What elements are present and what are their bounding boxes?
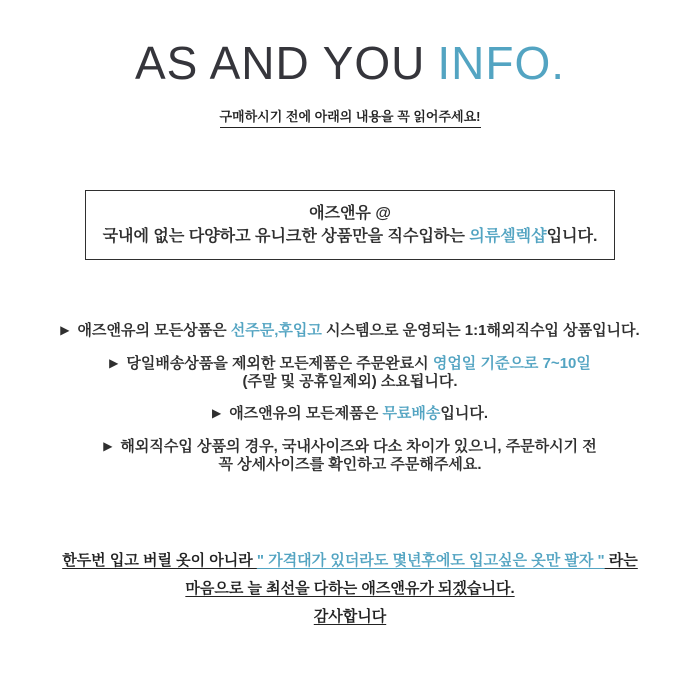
shop-description-pre: 국내에 없는 다양하고 유니크한 상품만을 직수입하는 [102,228,470,245]
notice-highlight: 선주문,후입고 [230,322,322,339]
header [0,28,700,128]
notice-text: 입니다. [440,405,489,422]
shop-name-line: 애즈앤유 @ [309,205,391,222]
shop-description-highlight: 의류셀렉샵 [469,228,547,245]
notice-text: 애즈앤유의 모든상품은 [77,322,231,339]
notice-text: 꼭 상세사이즈를 확인하고 주문해주세요. [218,456,482,473]
shop-description-line [86,225,614,248]
title-accent: INFO. [437,37,566,89]
notice-line [0,438,700,456]
triangle-bullet-icon: ▶ [109,356,119,370]
notice-highlight: 영업일 기준으로 7~10일 [432,355,591,372]
notice-line [0,373,700,390]
read-before-purchase-notice: 구매하시기 전에 아래의 내용을 꼭 읽어주세요! [220,106,481,128]
notice-item-preorder [0,322,700,340]
triangle-bullet-icon: ▶ [103,439,113,453]
shop-description-post: 입니다. [546,228,598,245]
closing-line-2 [0,575,700,603]
notice-text: 당일배송상품을 제외한 모든제품은 주문완료시 [126,355,433,372]
notice-highlight: 무료배송 [382,405,441,422]
shop-intro-box [85,190,615,260]
notice-item-size-difference [0,438,700,473]
notice-item-shipping-time [0,355,700,390]
notice-text: (주말 및 공휴일제외) 소요됩니다. [242,373,458,390]
closing-line-3 [0,603,700,631]
closing-text: 마음으로 늘 최선을 다하는 애즈앤유가 되겠습니다. [185,580,515,597]
closing-message [0,547,700,631]
notice-line [0,355,700,373]
thank-you-text: 감사합니다 [313,608,387,625]
notice-text: 애즈앤유의 모든제품은 [229,405,383,422]
closing-line-1 [0,547,700,575]
triangle-bullet-icon: ▶ [60,323,70,337]
notice-text: 시스템으로 운영되는 1:1해외직수입 상품입니다. [321,322,640,339]
notice-list [0,322,700,473]
notice-line [0,456,700,473]
closing-quote-highlight: " 가격대가 있더라도 몇년후에도 입고싶은 옷만 팔자 " [256,552,605,569]
notice-item-free-shipping [0,405,700,423]
notice-line [0,322,700,340]
title-main: AS AND YOU [134,37,426,89]
notice-line [0,405,700,423]
closing-text: 한두번 입고 버릴 옷이 아니라 [62,552,257,569]
closing-text: 라는 [604,552,638,569]
triangle-bullet-icon: ▶ [211,406,222,420]
page-title [0,28,700,98]
subtitle-wrap [0,106,700,128]
notice-text: 해외직수입 상품의 경우, 국내사이즈와 다소 차이가 있으니, 주문하시기 전 [120,438,597,455]
